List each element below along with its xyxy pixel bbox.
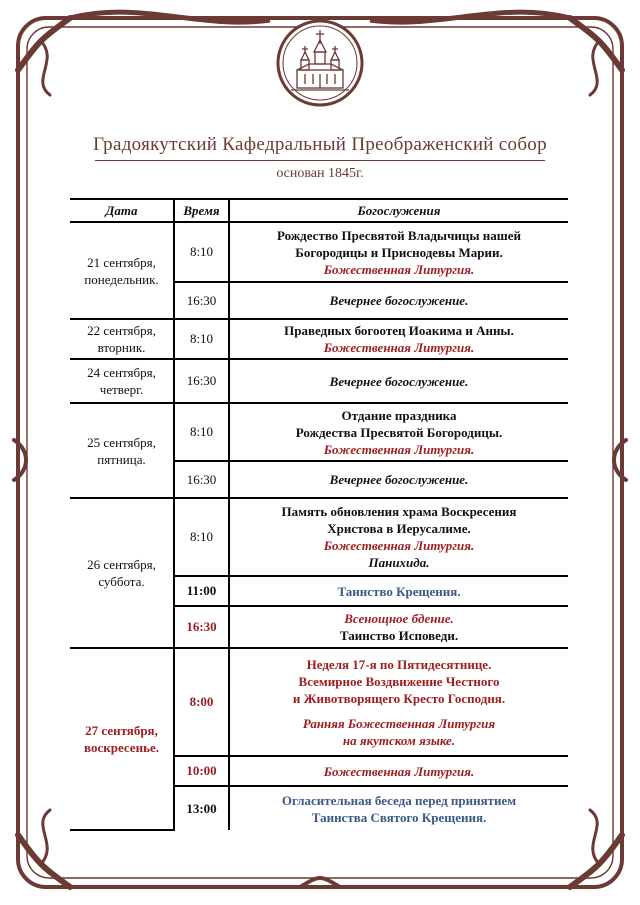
service-line: Всемирное Воздвижение Честного [298, 673, 500, 689]
time-cell: 13:00 [174, 786, 229, 830]
service-cell [229, 222, 568, 282]
time-cell: 8:10 [174, 319, 229, 359]
column-header-services: Богослужения [229, 199, 568, 222]
service-line: Отдание праздника [341, 407, 457, 423]
service-cell [229, 498, 568, 576]
service-line: Таинство Крещения. [337, 583, 461, 599]
time-cell: 16:30 [174, 282, 229, 319]
table-row [70, 359, 568, 403]
service-line: Рождество Пресвятой Владычицы нашей [276, 227, 522, 243]
title-divider [95, 160, 545, 161]
service-line: Вечернее богослужение. [329, 373, 469, 389]
table-row [70, 319, 568, 359]
service-line: Вечернее богослужение. [329, 293, 469, 308]
service-cell [229, 606, 568, 648]
date-cell: 24 сентября, четверг. [70, 359, 174, 403]
service-cell [229, 319, 568, 359]
service-line: Огласительная беседа перед принятием [281, 792, 517, 808]
service-line: Божественная Литургия. [323, 340, 475, 355]
founded-subtitle: основан 1845г. [276, 166, 364, 181]
service-line: Всенощное бдение. [344, 611, 454, 626]
service-line: Таинство Исповеди. [339, 628, 459, 643]
time-cell: 8:00 [174, 648, 229, 756]
date-cell: 21 сентября, понедельник. [70, 222, 174, 319]
date-cell: 26 сентября, суббота. [70, 498, 174, 648]
service-line: Рождества Пресвятой Богородицы. [295, 424, 503, 440]
service-line: на якутском языке. [342, 732, 456, 748]
service-cell [229, 403, 568, 461]
time-cell: 11:00 [174, 576, 229, 606]
service-line: Вечернее богослужение. [329, 472, 469, 487]
time-cell: 16:30 [174, 359, 229, 403]
time-cell: 8:10 [174, 222, 229, 282]
service-line: Божественная Литургия. [323, 441, 475, 457]
table-row [70, 648, 568, 756]
service-line: Память обновления храма Воскресения [281, 504, 517, 519]
service-schedule-table [70, 198, 568, 831]
spacer [230, 707, 568, 715]
cathedral-title: Градоякутский Кафедральный Преображенский собор [93, 134, 547, 155]
time-cell: 16:30 [174, 461, 229, 498]
date-cell: 22 сентября, вторник. [70, 319, 174, 359]
service-cell [229, 576, 568, 606]
service-line: Богородицы и Приснодевы Марии. [295, 244, 503, 260]
date-cell: 27 сентября, воскресенье. [70, 648, 174, 830]
column-header-date: Дата [70, 199, 174, 222]
time-cell: 8:10 [174, 403, 229, 461]
table-row [70, 498, 568, 576]
cathedral-icon [275, 18, 365, 108]
service-line: и Животворящего Кресто Господня. [292, 690, 506, 706]
time-cell: 8:10 [174, 498, 229, 576]
service-line: Ранняя Божественная Литургия [302, 715, 496, 731]
service-line: Христова в Иерусалиме. [327, 521, 471, 536]
date-cell: 25 сентября, пятница. [70, 403, 174, 498]
service-line: Божественная Литургия. [323, 763, 475, 779]
service-line: Таинства Святого Крещения. [311, 809, 487, 825]
service-cell [229, 282, 568, 319]
table-row [70, 403, 568, 461]
time-cell: 10:00 [174, 756, 229, 786]
service-line: Праведных богоотец Иоакима и Анны. [284, 323, 514, 338]
service-cell [229, 648, 568, 756]
service-line: Неделя 17-я по Пятидесятнице. [306, 656, 492, 672]
service-cell [229, 359, 568, 403]
service-cell [229, 461, 568, 498]
service-cell [229, 756, 568, 786]
service-line: Панихида. [368, 555, 430, 570]
column-header-time: Время [174, 199, 229, 222]
service-line: Божественная Литургия. [323, 261, 475, 277]
time-cell: 16:30 [174, 606, 229, 648]
table-row [70, 222, 568, 282]
service-line: Божественная Литургия. [323, 538, 475, 553]
service-cell [229, 786, 568, 830]
table-header-row [70, 199, 568, 222]
